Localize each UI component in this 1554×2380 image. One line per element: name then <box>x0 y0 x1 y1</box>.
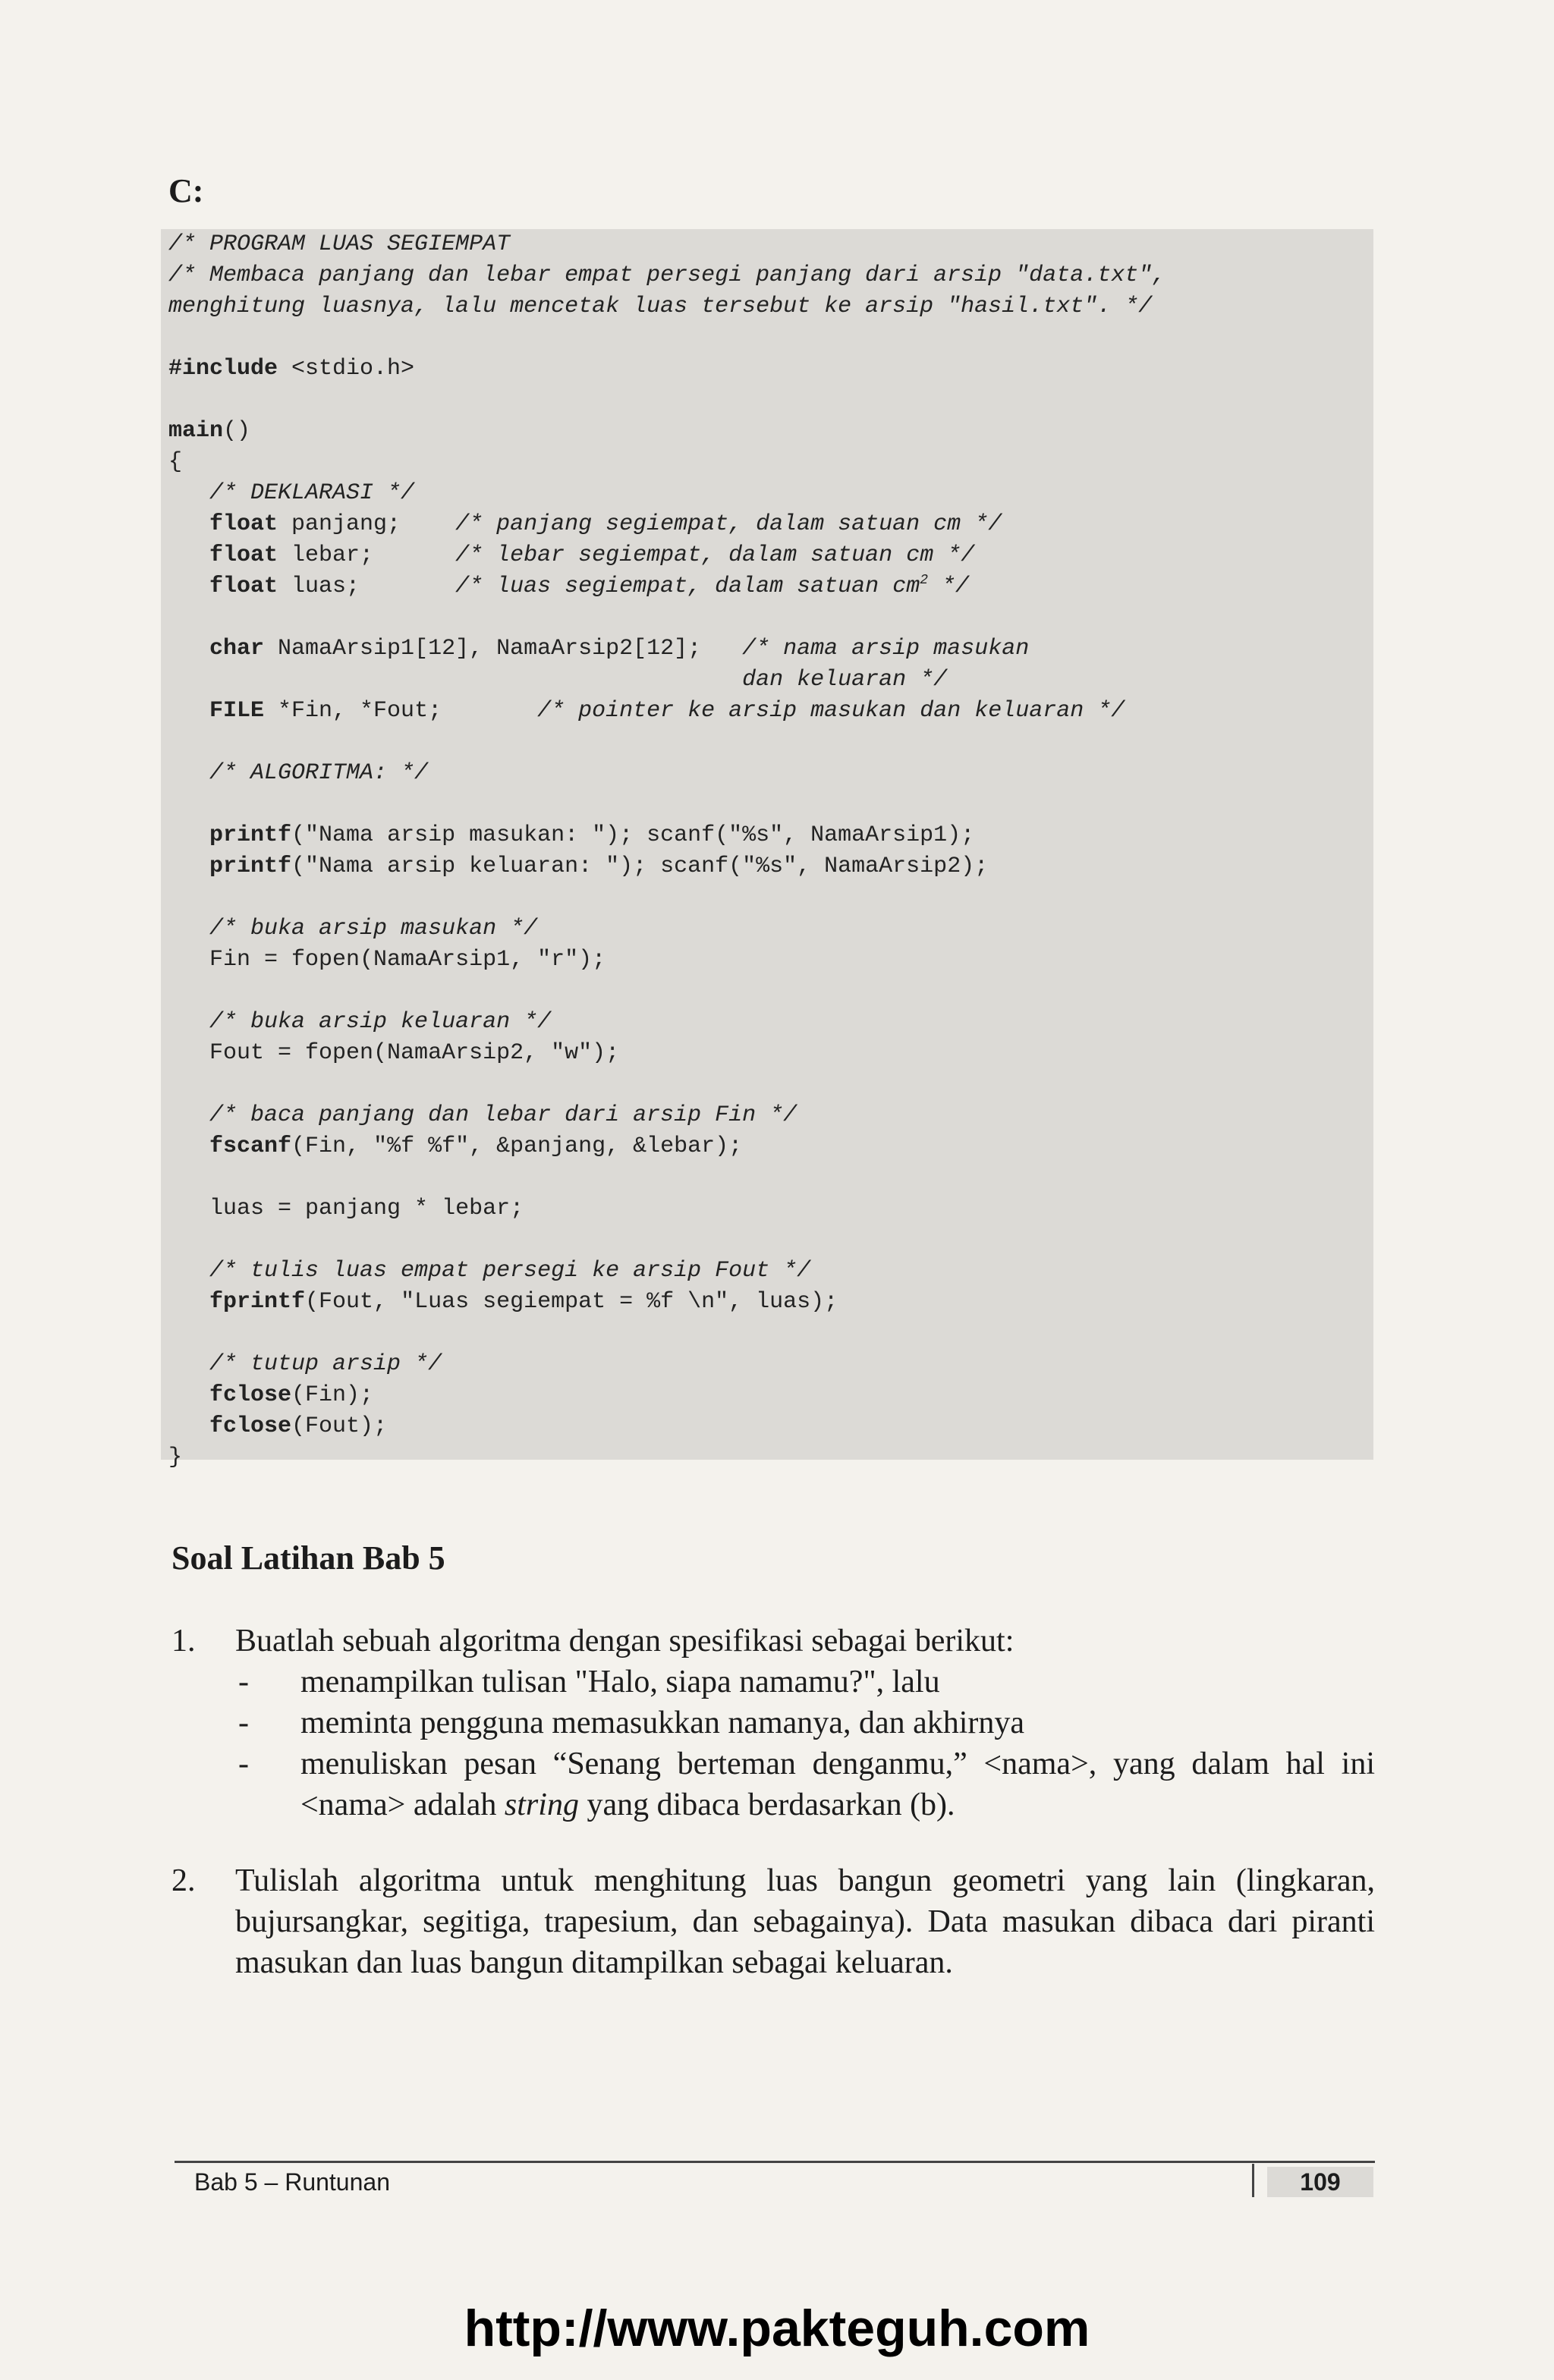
code-comment: /* ALGORITMA: */ <box>209 760 429 786</box>
code-text: panjang; <box>278 511 401 537</box>
bullet-dash: - <box>238 1706 249 1740</box>
code-keyword: main <box>168 418 224 444</box>
code-text: ("Nama arsip masukan: "); scanf("%s", NamaArsip1); <box>291 822 975 848</box>
emphasis-string: string <box>504 1787 579 1822</box>
code-text: luas; <box>278 574 360 599</box>
code-comment: /* nama arsip masukan <box>742 636 1030 662</box>
code-text: lebar; <box>278 542 374 568</box>
exercise-number: 2. <box>171 1863 196 1898</box>
code-comment: /* panjang segiempat, dalam satuan cm */ <box>455 511 1002 537</box>
bullet-text: menuliskan pesan “Senang berteman denganmu,” <nama>, yang dalam hal ini <nama> adalah string yang dibaca berdasarkan (b). <box>300 1746 1375 1822</box>
code-keyword: printf <box>209 822 292 848</box>
bullet-text: meminta pengguna memasukkan namanya, dan akhirnya <box>300 1706 1025 1740</box>
code-text: } <box>168 1445 183 1470</box>
code-keyword: FILE <box>209 698 265 724</box>
code-text: Fout = fopen(NamaArsip2, "w"); <box>209 1040 620 1066</box>
code-listing <box>168 229 1360 1473</box>
code-text: <stdio.h> <box>278 356 415 382</box>
code-text: (Fin); <box>291 1382 374 1408</box>
code-keyword: fclose <box>209 1413 292 1439</box>
footer-separator <box>1252 2164 1254 2197</box>
code-comment: dan keluaran */ <box>742 667 948 693</box>
code-keyword: fscanf <box>209 1133 292 1159</box>
code-text: (Fout); <box>291 1413 388 1439</box>
code-comment: /* luas segiempat, dalam satuan $cm^2$ */ <box>455 573 970 599</box>
section-letter: C: <box>168 172 204 209</box>
footer-chapter: Bab 5 – Runtunan <box>194 2168 390 2196</box>
code-keyword: char <box>209 636 265 662</box>
exercise-intro: Buatlah sebuah algoritma dengan spesifikasi sebagai berikut: <box>235 1624 1015 1658</box>
code-text: () <box>223 418 251 444</box>
superscript-two: 2 <box>920 573 929 588</box>
bullet-item <box>235 1702 1375 1743</box>
code-comment: /* Membaca panjang dan lebar empat persegi panjang dari arsip "data.txt", <box>168 263 1166 288</box>
page-number: 109 <box>1267 2167 1373 2197</box>
code-text: (Fin, "%f %f", &panjang, &lebar); <box>291 1133 743 1159</box>
code-keyword: #include <box>168 356 278 382</box>
code-comment: /* PROGRAM LUAS SEGIEMPAT <box>168 231 511 257</box>
code-comment: /* buka arsip masukan */ <box>209 916 538 942</box>
exercise-number: 1. <box>171 1624 196 1658</box>
code-keyword: float <box>209 511 278 537</box>
code-keyword: fclose <box>209 1382 292 1408</box>
code-comment: /* tulis luas empat persegi ke arsip Fout */ <box>209 1258 811 1284</box>
footer-rule <box>175 2161 1375 2163</box>
code-keyword: float <box>209 574 278 599</box>
watermark-url: http://www.pakteguh.com <box>464 2300 1090 2357</box>
code-keyword: printf <box>209 854 292 879</box>
code-comment: /* tutup arsip */ <box>209 1351 442 1377</box>
bullet-item <box>235 1662 1375 1702</box>
code-comment: /* lebar segiempat, dalam satuan cm */ <box>455 542 975 568</box>
bullet-dash: - <box>238 1746 249 1781</box>
exercise-item <box>171 1860 1375 1983</box>
code-text: *Fin, *Fout; <box>264 698 442 724</box>
code-text: { <box>168 449 183 475</box>
code-comment: /* baca panjang dan lebar dari arsip Fin */ <box>209 1102 797 1128</box>
exercise-item <box>171 1621 1375 1825</box>
code-comment: menghitung luasnya, lalu mencetak luas tersebut ke arsip "hasil.txt". */ <box>168 294 1153 319</box>
section-title: Soal Latihan Bab 5 <box>171 1539 445 1577</box>
exercise-text: Tulislah algoritma untuk menghitung luas bangun geometri yang lain (lingkaran, bujursangkar, segitiga, trapesium, dan sebagainya). Data masukan dibaca dari piranti masukan dan luas bangun ditampilkan sebagai keluaran. <box>235 1863 1375 1980</box>
code-keyword: float <box>209 542 278 568</box>
bullet-dash: - <box>238 1665 249 1699</box>
code-text: ("Nama arsip keluaran: "); scanf("%s", NamaArsip2); <box>291 854 989 879</box>
code-comment: /* DEKLARASI */ <box>209 480 415 506</box>
code-comment: /* pointer ke arsip masukan dan keluaran */ <box>537 698 1125 724</box>
code-text: luas = panjang * lebar; <box>209 1196 524 1221</box>
code-text: (Fout, "Luas segiempat = %f \n", luas); <box>305 1289 838 1315</box>
code-comment: /* buka arsip keluaran */ <box>209 1009 552 1035</box>
code-keyword: fprintf <box>209 1289 306 1315</box>
code-text: Fin = fopen(NamaArsip1, "r"); <box>209 947 606 973</box>
code-text: NamaArsip1[12], NamaArsip2[12]; <box>264 636 702 662</box>
bullet-item <box>235 1743 1375 1825</box>
bullet-text: menampilkan tulisan "Halo, siapa namamu?", lalu <box>300 1665 940 1699</box>
